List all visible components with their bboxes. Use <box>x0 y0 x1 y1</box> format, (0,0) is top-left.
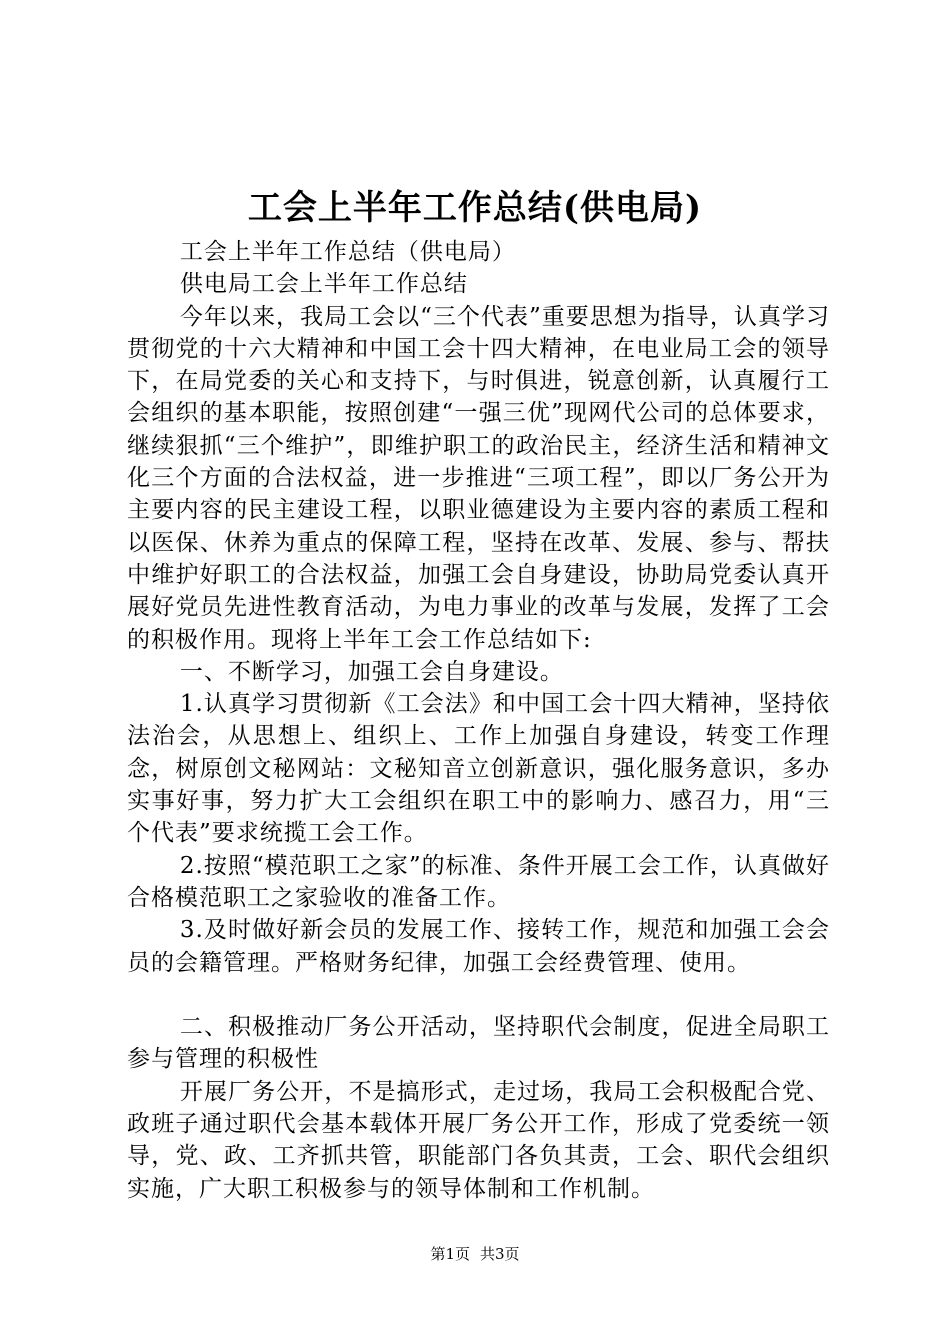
page-footer <box>0 1242 950 1266</box>
page-number: 第1页 <box>430 1245 470 1263</box>
document-title: 工会上半年工作总结(供电局) <box>247 188 703 228</box>
list-item-1: 1.认真学习贯彻新《工会法》和中国工会十四大精神，坚持依法治会，从思想上、组织上、工作上加强自身建设，转变工作理念，树原创文秘网站：文秘知音立创新意识，强化服务意识，多办实事好事，努力扩大工会组织在职工中的影响力、感召力，用“三个代表”要求统揽工会工作。 <box>127 691 830 847</box>
paragraph-heading: 供电局工会上半年工作总结 <box>179 271 468 298</box>
section-heading-1: 一、不断学习，加强工会自身建设。 <box>179 658 564 685</box>
document-body <box>127 236 830 1205</box>
list-item-2: 2.按照“模范职工之家”的标准、条件开展工会工作，认真做好合格模范职工之家验收的准备工作。 <box>127 852 830 911</box>
section-heading-2: 二、积极推动厂务公开活动，坚持职代会制度，促进全局职工参与管理的积极性 <box>127 1014 830 1073</box>
blank-line <box>127 979 830 1011</box>
paragraph-section-2: 开展厂务公开，不是搞形式，走过场，我局工会积极配合党、政班子通过职代会基本载体开展厂务公开工作，形成了党委统一领导，党、政、工齐抓共管，职能部门各负其责，工会、职代会组织实施，广大职工积极参与的领导体制和工作机制。 <box>127 1078 830 1202</box>
paragraph-subtitle: 工会上半年工作总结（供电局） <box>179 239 516 265</box>
page-total: 共3页 <box>480 1245 520 1263</box>
paragraph-intro: 今年以来，我局工会以“三个代表”重要思想为指导，认真学习贯彻党的十六大精神和中国工会十四大精神，在电业局工会的领导下，在局党委的关心和支持下，与时俱进，锐意创新，认真履行工会组织的基本职能，按照创建“一强三优”现网代公司的总体要求，继续狠抓“三个维护”，即维护职工的政治民主，经济生活和精神文化三个方面的合法权益，进一步推进“三项工程”，即以厂务公开为主要内容的民主建设工程，以职业德建设为主要内容的素质工程和以医保、休养为重点的保障工程，坚持在改革、发展、参与、帮扶中维护好职工的合法权益，加强工会自身建设，协助局党委认真开展好党员先进性教育活动，为电力事业的改革与发展，发挥了工会的积极作用。现将上半年工会工作总结如下: <box>127 303 830 653</box>
list-item-3: 3.及时做好新会员的发展工作、接转工作，规范和加强工会会员的会籍管理。严格财务纪律，加强工会经费管理、使用。 <box>127 917 830 976</box>
